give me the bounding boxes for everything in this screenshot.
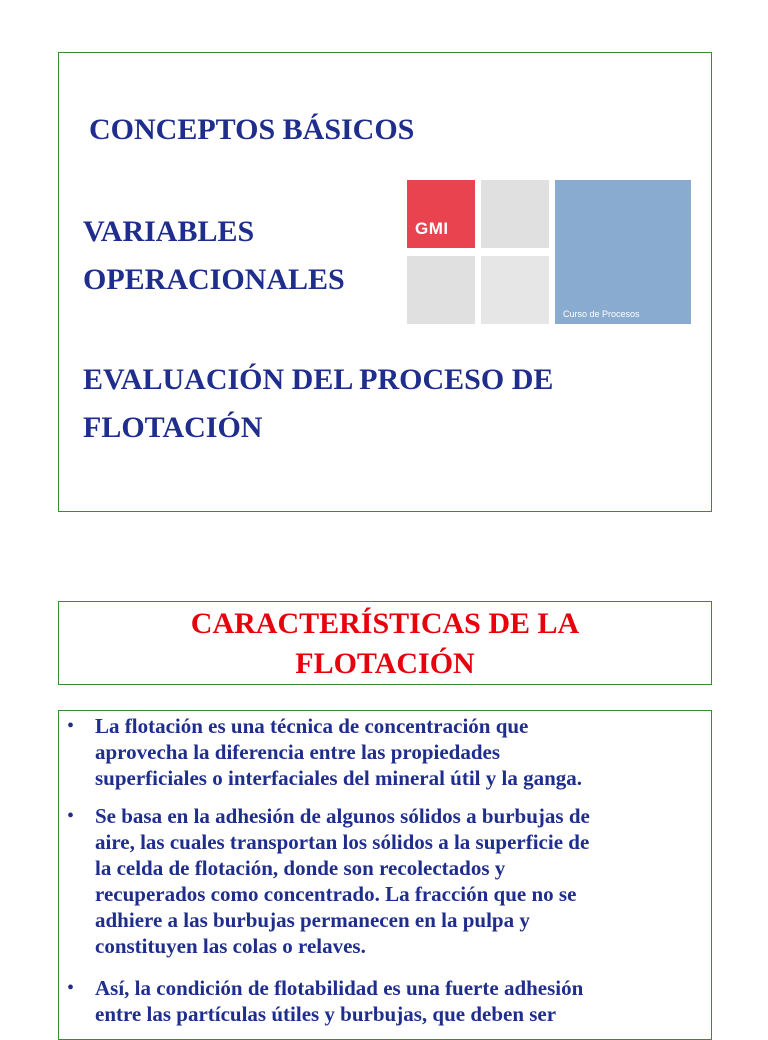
bullet-text-line: aire, las cuales transportan los sólidos a la superficie de [95,830,590,854]
logo-grey-square [407,256,475,324]
logo-blue-panel [555,180,691,324]
characteristics-title-line2: FLOTACIÓN [295,647,475,680]
gmi-logo [407,180,693,325]
bullet-text-line: recuperados como concentrado. La fracción que no se [95,882,577,906]
bullet-text-line: aprovecha la diferencia entre las propiedades [95,740,501,764]
logo-red-square [407,180,475,248]
concepts-heading: CONCEPTOS BÁSICOS [89,113,415,146]
slide-title-panel [58,52,712,512]
bullet-text-line: entre las partículas útiles y burbujas, que deben ser [95,1002,557,1026]
characteristics-body [58,710,712,1040]
variables-heading-line2: OPERACIONALES [83,263,345,296]
bullet-text-line: Así, la condición de flotabilidad es una fuerte adhesión [95,976,584,1000]
bullet-text-line: la celda de flotación, donde son recolectados y [95,856,506,880]
bullet-text-line: La flotación es una técnica de concentración que [95,714,529,738]
evaluation-heading-line1: EVALUACIÓN DEL PROCESO DE [83,363,554,396]
variables-heading-line1: VARIABLES [83,215,255,248]
bullet-icon: • [67,805,75,827]
bullet-icon: • [67,977,75,999]
characteristics-title-box [58,601,712,685]
bullet-text-line: Se basa en la adhesión de algunos sólidos a burbujas de [95,804,590,828]
bullet-text-line: constituyen las colas o relaves. [95,934,366,958]
logo-caption: Curso de Procesos [563,309,640,319]
characteristics-title-line1: CARACTERÍSTICAS DE LA [190,607,580,640]
logo-grey-square [481,256,549,324]
bullet-icon: • [67,715,75,737]
evaluation-heading-line2: FLOTACIÓN [83,411,263,444]
logo-grey-square [481,180,549,248]
logo-text: GMI [415,219,449,238]
bullet-text-line: adhiere a las burbujas permanecen en la pulpa y [95,908,530,932]
bullet-text-line: superficiales o interfaciales del mineral útil y la ganga. [95,766,583,790]
